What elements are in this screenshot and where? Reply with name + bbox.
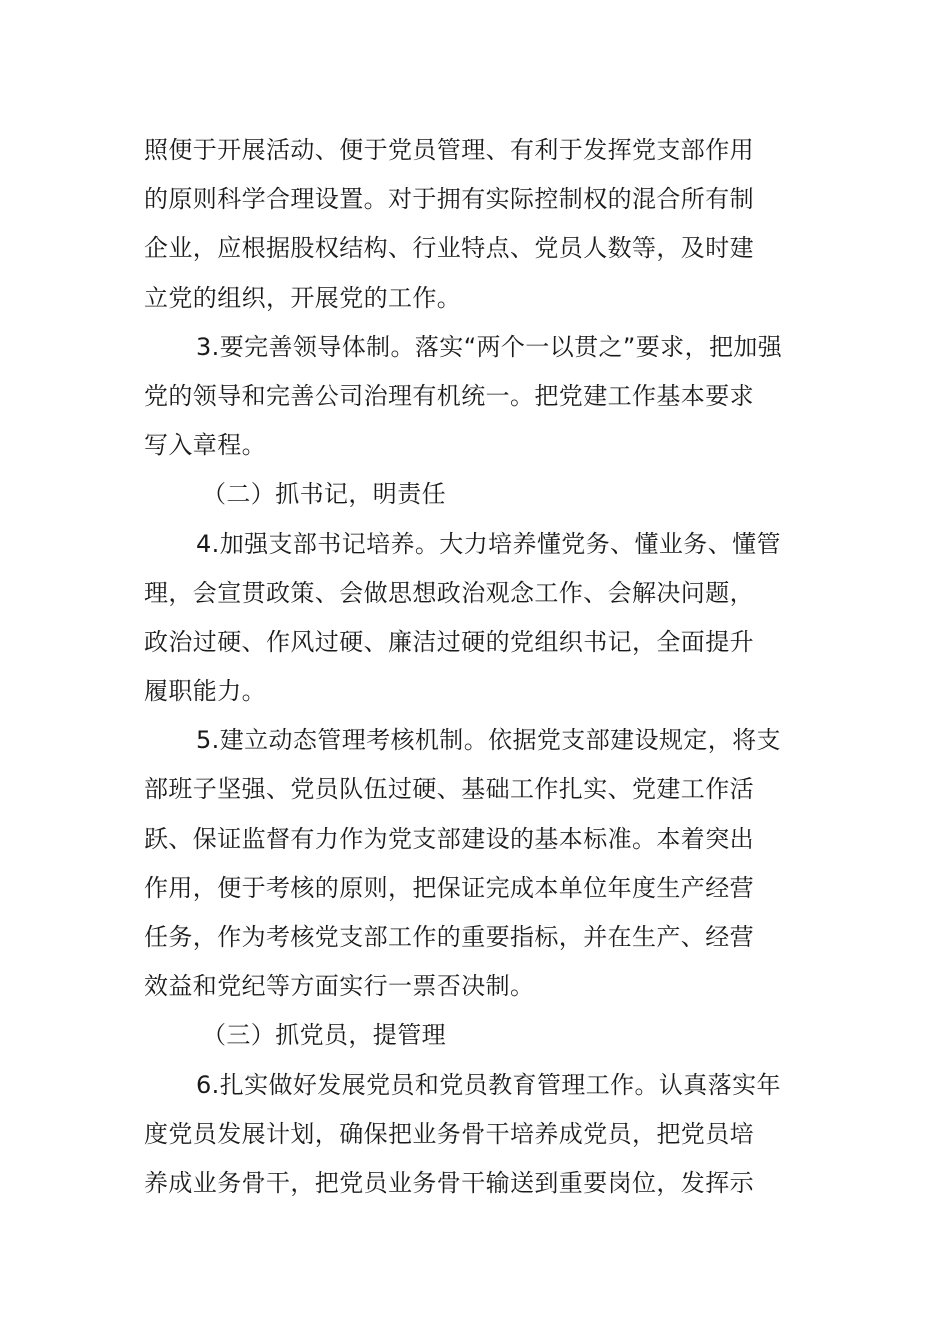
text-line: 写入章程。 bbox=[144, 431, 266, 460]
text-line: 度党员发展计划，确保把业务骨干培养成党员，把党员培 bbox=[144, 1119, 754, 1148]
text-line: 照便于开展活动、便于党员管理、有利于发挥党支部作用 bbox=[144, 136, 754, 164]
text-line: 立党的组织，开展党的工作。 bbox=[144, 283, 462, 312]
text-line: 理，会宣贯政策、会做思想政治观念工作、会解决问题， bbox=[144, 578, 754, 607]
text-line: 作用，便于考核的原则，把保证完成本单位年度生产经营 bbox=[144, 873, 754, 902]
text-line: 政治过硬、作风过硬、廉洁过硬的党组织书记，全面提升 bbox=[144, 627, 754, 656]
text-line: 任务，作为考核党支部工作的重要指标，并在生产、经营 bbox=[144, 923, 754, 951]
text-line: 企业，应根据股权结构、行业特点、党员人数等，及时建 bbox=[144, 234, 754, 263]
paragraph-3-start: 3.要完善领导体制。落实“两个一以贯之”要求，把加强 bbox=[196, 332, 783, 361]
text-line: 效益和党纪等方面实行一票否决制。 bbox=[144, 972, 535, 1001]
text-line: 的原则科学合理设置。对于拥有实际控制权的混合所有制 bbox=[144, 185, 754, 214]
text-line: 履职能力。 bbox=[144, 677, 266, 706]
paragraph-4-start: 4.加强支部书记培养。大力培养懂党务、懂业务、懂管 bbox=[196, 529, 781, 558]
paragraph-6-start: 6.扎实做好发展党员和党员教育管理工作。认真落实年 bbox=[196, 1070, 781, 1099]
document-body bbox=[144, 126, 808, 1208]
paragraph-5-start: 5.建立动态管理考核机制。依据党支部建设规定，将支 bbox=[196, 726, 781, 755]
text-line: 党的领导和完善公司治理有机统一。把党建工作基本要求 bbox=[144, 381, 754, 410]
text-line: 养成业务骨干，把党员业务骨干输送到重要岗位，发挥示 bbox=[144, 1168, 754, 1197]
section-heading-3: （三）抓党员，提管理 bbox=[202, 1021, 446, 1050]
section-heading-2: （二）抓书记，明责任 bbox=[202, 480, 446, 509]
text-line: 跃、保证监督有力作为党支部建设的基本标准。本着突出 bbox=[144, 824, 754, 853]
text-line: 部班子坚强、党员队伍过硬、基础工作扎实、党建工作活 bbox=[144, 775, 754, 804]
